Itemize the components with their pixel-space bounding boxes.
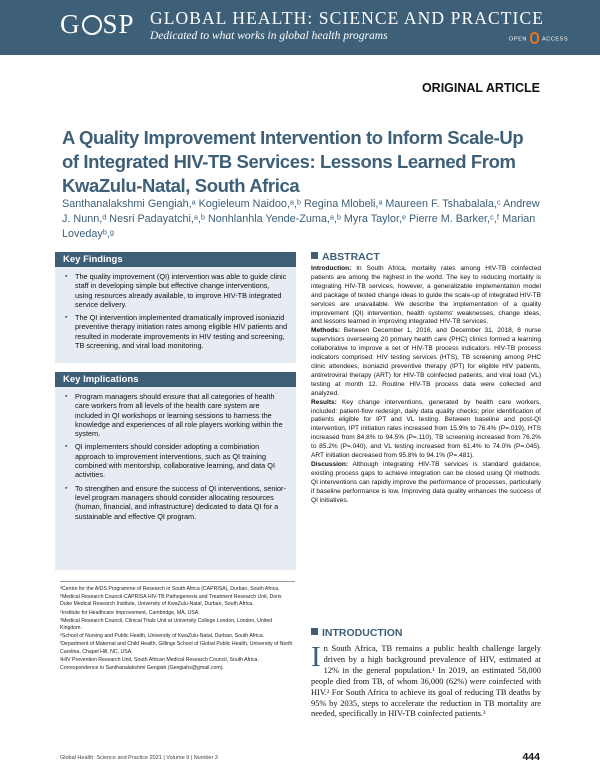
abstract-body <box>311 265 541 505</box>
list-item: ▪ Program managers should ensure that all categories of health care workers from all levels of the health care system are included in QI workshops or learning sessions to harness the knowledge and experiences of all role players working within the system. <box>65 392 288 438</box>
page-number: 444 <box>522 751 540 763</box>
abstract-results: Results: Key change interventions, generated by health care workers, included: patient-flow redesign, daily data quality checks; prior identification of patients eligible for IPT and VL testing. Between baseline and post-QI intervention, IPT initiation rates increased from 15.9% to 76.4% (P=.019), HTS increased from 84.8% to 94.5% (P=.110), TB screening increased from 76.2% to 85.2% (P=.040), and VL testing increased from 61.4% to 74.0% (P=.045). ART initiation decreased from 95.8% to 94.1% (P=.481). <box>311 398 541 460</box>
key-implications-list <box>55 387 296 521</box>
affiliation: ᵉSchool of Nursing and Public Health, University of KwaZulu-Natal, Durban, South Africa. <box>60 633 265 640</box>
footer-citation: Global Health: Science and Practice 2021 | Volume 9 | Number 3 <box>60 755 218 761</box>
affiliation: ᵍHIV Prevention Research Unit, South African Medical Research Council, South Africa. <box>60 656 259 663</box>
introduction-heading: INTRODUCTION <box>311 627 403 639</box>
key-implications-box <box>55 372 296 570</box>
open-lock-icon <box>530 32 539 44</box>
list-item: ▪ QI implementers should consider adopting a combination approach to improvement interventions, such as QI training combined with mentorship, collaborative learning, and data QI activities. <box>65 442 288 479</box>
abstract-discussion: Discussion: Although integrating HIV-TB services is standard guidance, existing process gaps to achieve integration can be closed using QI methods. QI interventions can rapidly improve the performance of processes, particularly if baseline performance is low. Improving data quality enhances the success of QI initiatives. <box>311 460 541 504</box>
introduction-text: n South Africa, TB remains a public health challenge largely driven by a high background prevalence of HIV, estimated at 12% in the general population.¹ In 2019, an estimated 58,000 people died from TB, of whom 36,000 (62%) were coinfected with HIV.² For South Africa to achieve its goal of reducing TB deaths by 95% by 2035, steps to accelerate the reduction in TB mortality are needed, specifically in HIV-TB coinfected patients.³ <box>311 644 541 719</box>
key-findings-list <box>55 267 296 350</box>
journal-title: GLOBAL HEALTH: SCIENCE AND PRACTICE <box>150 8 545 28</box>
affiliation: ᶠDepartment of Maternal and Child Health, Gillings School of Global Public Health, University of North Carolina, Chapel Hill, NC, USA. <box>60 641 293 655</box>
article-title: A Quality Improvement Intervention to Inform Scale-Up of Integrated HIV-TB Services: Lessons Learned From KwaZulu-Natal, South Africa <box>62 127 524 196</box>
open-access-badge: OPEN ACCESS <box>509 33 568 45</box>
affiliation: ᵈMedical Research Council, Clinical Trials Unit at University College London, London, United Kingdom. <box>60 617 273 632</box>
abstract-methods: Methods: Between December 1, 2016, and December 31, 2018, 8 nurse supervisors overseeing 20 primary health care (PHC) clinics formed a learning collaborative to improve a set of HIV-TB process indicators. HIV-TB process indicators comprised: HIV testing services (HTS), TB screening among PHC clinic attendees, isoniazid preventive therapy (IPT) for eligible HIV patients, antiretroviral therapy (ART) for HIV-TB coinfected patients, and viral load (VL) testing at month 12. Routine HIV-TB process data were collected and analyzed. <box>311 327 541 397</box>
key-findings-box <box>55 252 296 363</box>
correspondence: Correspondence to Santhanalakshmi Gengiah (Gengiahs@gmail.com). <box>60 665 224 672</box>
list-item: ▪ The quality improvement (QI) intervention was able to guide clinic staff in developing simple but effective change interventions, using resources already available, to improve HIV-TB integrated service delivery. <box>65 272 288 309</box>
globe-icon <box>82 15 102 35</box>
affiliation: ᵃCentre for the AIDS Programme of Research in South Africa (CAPRISA), Durban, South Africa. <box>60 586 280 592</box>
article-type: ORIGINAL ARTICLE <box>421 81 540 95</box>
list-item: ▪ To strengthen and ensure the success of QI interventions, senior-level program managers should consider allocating resources (human, financial, and infrastructure) dedicated to data QI for a sustainable and effective QI program. <box>65 484 288 521</box>
list-item: ▪ The QI intervention implemented dramatically improved isoniazid preventive therapy initiation rates among eligible HIV patients and resulted in moderate improvements in HIV testing and screening, TB screening, and viral load monitoring. <box>65 313 288 350</box>
drop-cap: I <box>311 641 321 673</box>
journal-banner <box>0 0 600 55</box>
journal-logo[interactable]: G SP <box>60 9 135 39</box>
key-implications-heading: Key Implications <box>55 372 296 387</box>
square-bullet-icon <box>311 252 318 259</box>
affiliation: ᶜInstitute for Healthcare Improvement, Cambridge, MA, USA. <box>60 609 200 616</box>
affiliations <box>60 581 295 673</box>
journal-tagline: Dedicated to what works in global health programs <box>150 30 388 42</box>
abstract-introduction: Introduction: In South Africa, mortality rates among HIV-TB coinfected patients are among the highest in the world. The key to reducing mortality is integrating HIV-TB services, however, a generalizable implementation model and package of tested change ideas to guide the scale-up of integrated HIV-TB services are unavailable. We describe the implementation of a quality improvement (QI) intervention, health systems' weaknesses, change ideas, and lessons learned in improving integrated HIV-TB services. <box>311 265 541 326</box>
square-bullet-icon <box>311 628 318 635</box>
introduction-body <box>311 641 541 720</box>
abstract-heading: ABSTRACT <box>311 251 380 263</box>
affiliation: ᵇMedical Research Council-CAPRISA HIV-TB Pathogenesis and Treatment Research Unit, Doris Duke Medical Research Institute, University of KwaZulu-Natal, Durban, South Africa. <box>60 594 282 608</box>
key-findings-heading: Key Findings <box>55 252 296 267</box>
author-list: Santhanalakshmi Gengiah,ᵃ Kogieleum Naidoo,ᵃ,ᵇ Regina Mlobeli,ᵃ Maureen F. Tshabalala,ᶜ Andrew J. Nunn,ᵈ Nesri Padayatchi,ᵃ,ᵇ Nonhlanhla Yende-Zuma,ᵃ,ᵇ Myra Taylor,ᵉ Pierre M. Barker,ᶜ,ᶠ Marian Lovedayᵇ,ᵍ <box>62 198 540 240</box>
